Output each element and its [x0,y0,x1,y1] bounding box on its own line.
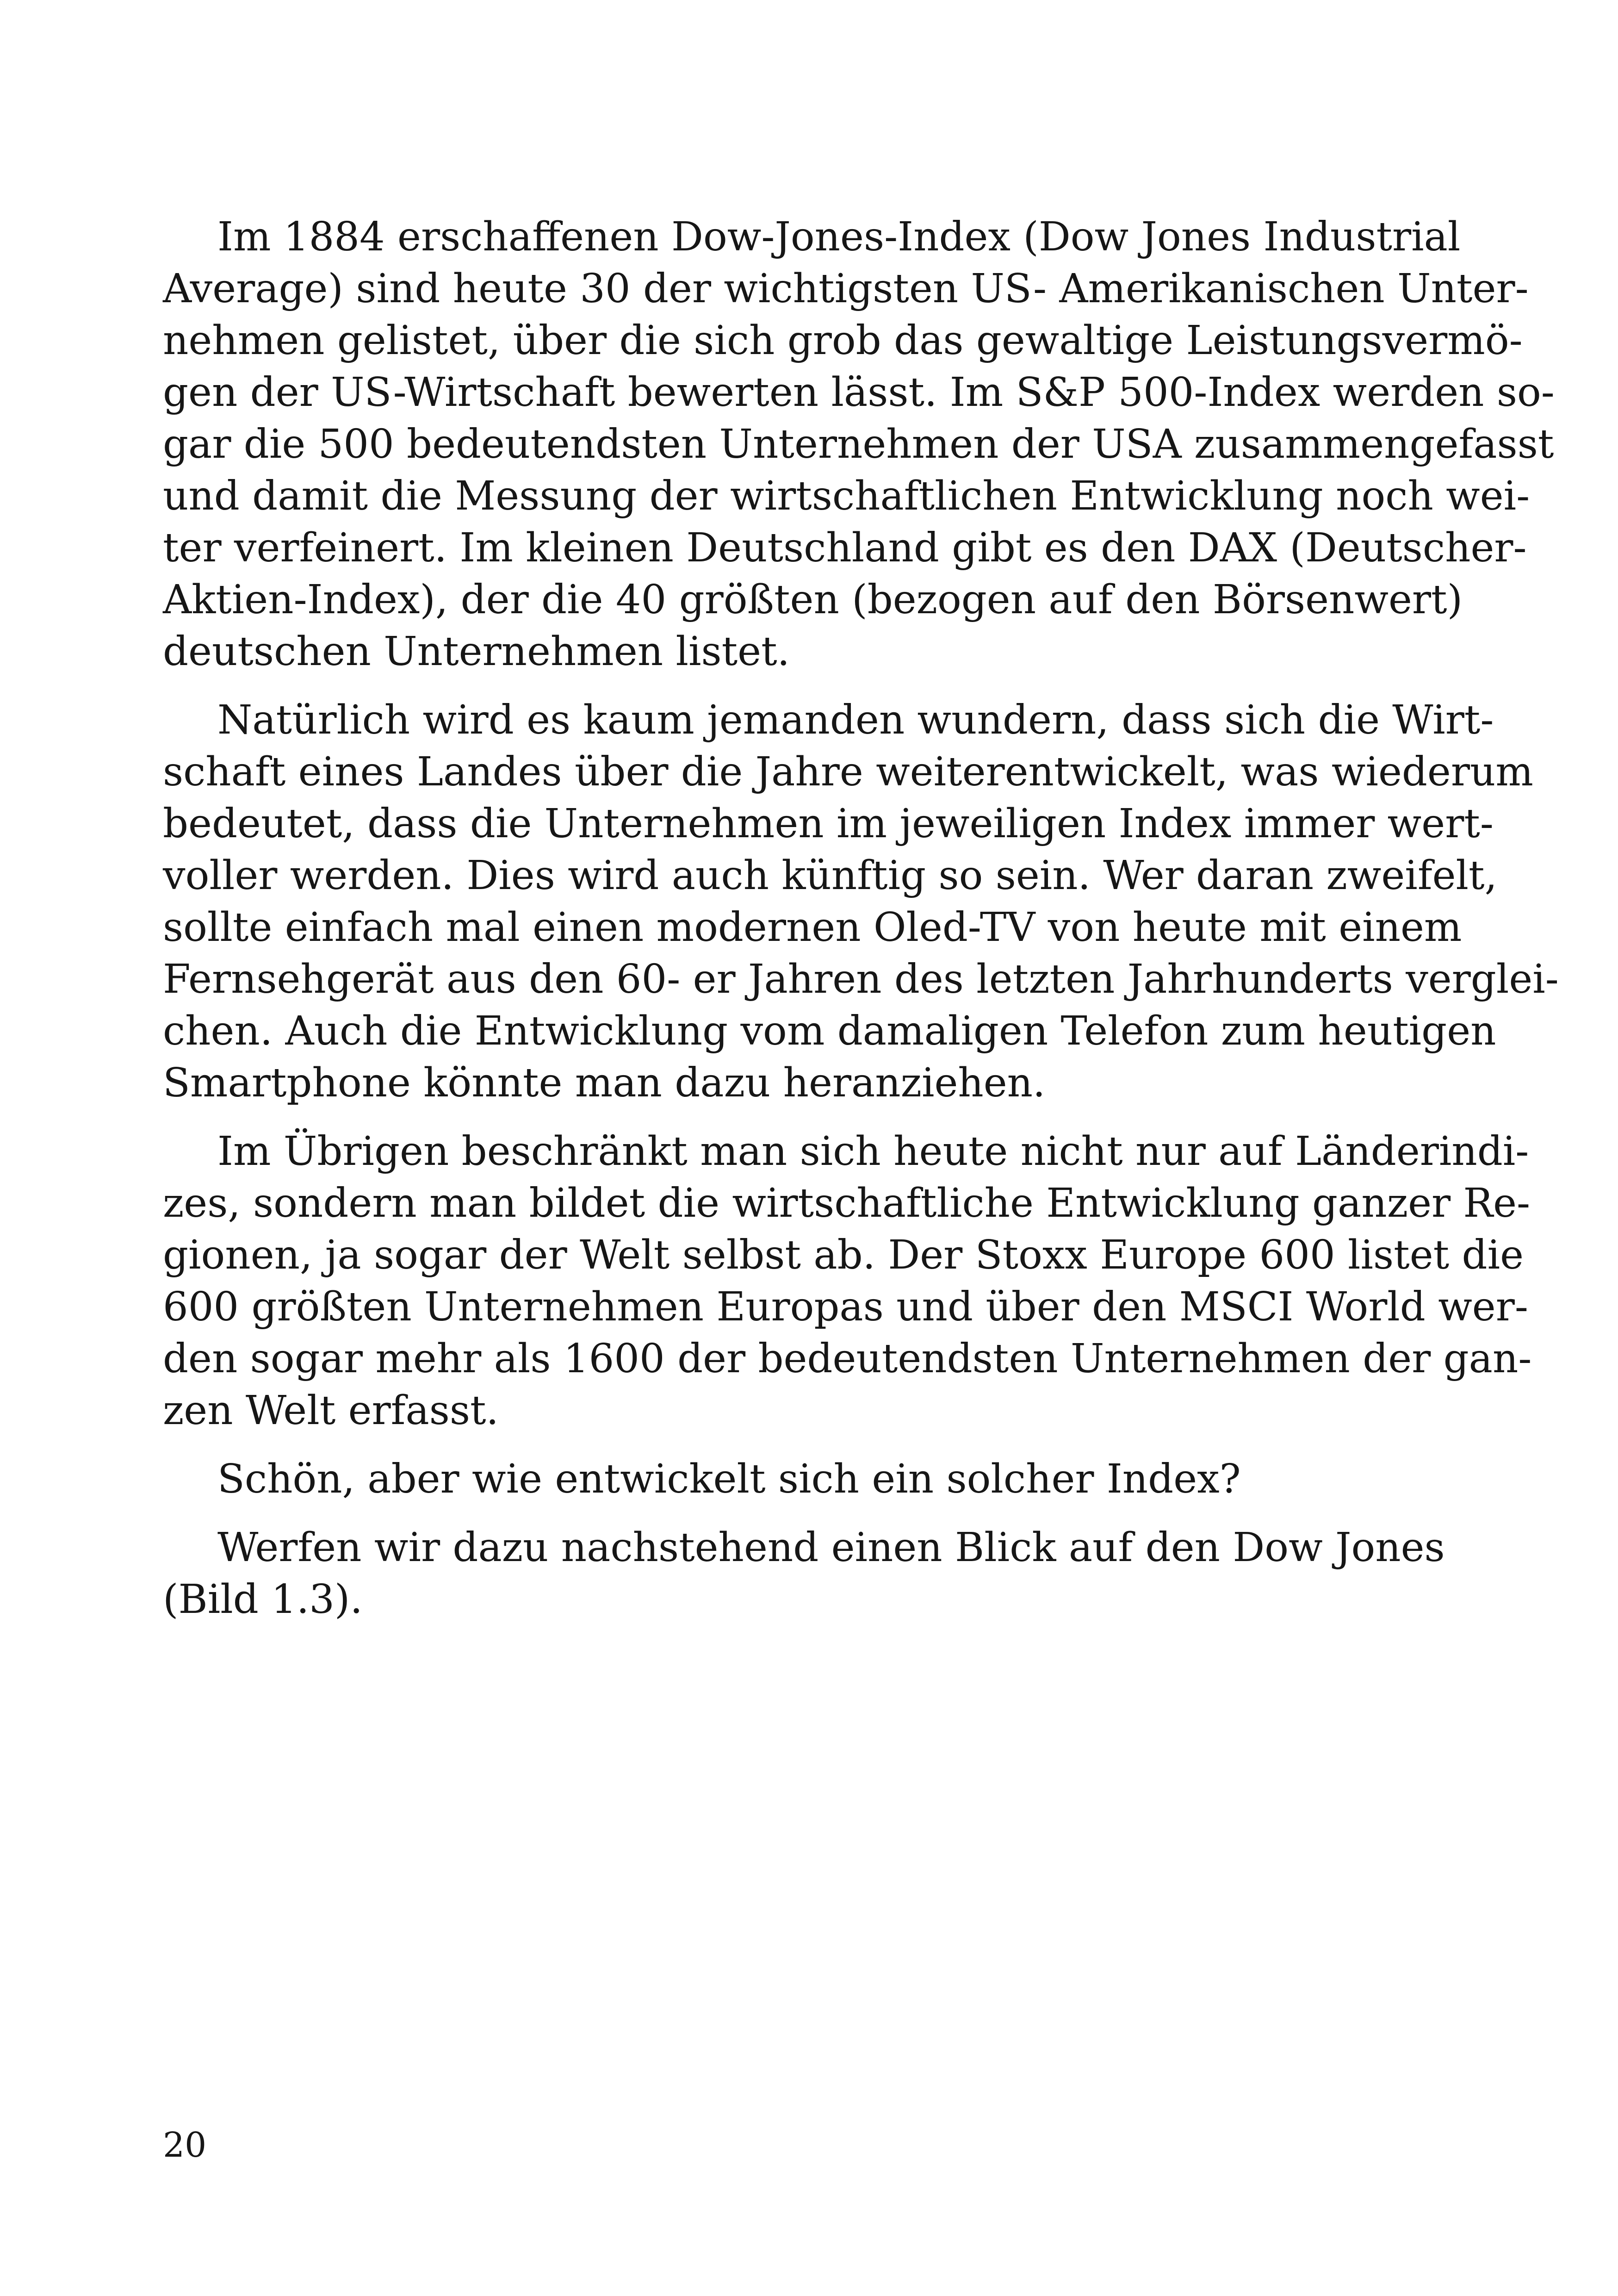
paragraph [163,1453,1444,1505]
text-line: schaft eines Landes über die Jahre weiterentwickelt, was wiederum [163,749,1533,795]
text-line: Smartphone könnte man dazu heranziehen. [163,1060,1046,1106]
text-line: 600 größten Unternehmen Europas und über den MSCI World wer- [163,1284,1528,1330]
text-line: bedeutet, dass die Unternehmen im jeweiligen Index immer wert- [163,801,1494,847]
text-line: nehmen gelistet, über die sich grob das gewaltige Leistungsvermö- [163,317,1523,364]
text-line: (Bild 1.3). [163,1576,363,1623]
paragraph [163,1126,1532,1437]
text-line: zes, sondern man bildet die wirtschaftliche Entwicklung ganzer Re- [163,1180,1531,1226]
paragraph [163,211,1555,678]
text-line: deutschen Unternehmen listet. [163,628,790,675]
text-line: Natürlich wird es kaum jemanden wundern, dass sich die Wirt- [217,697,1494,743]
paragraph [163,694,1559,1109]
body-text [163,211,1559,1625]
text-line: gar die 500 bedeutendsten Unternehmen der USA zusammengefasst [163,421,1554,467]
text-line: Average) sind heute 30 der wichtigsten US- Amerikanischen Unter- [163,266,1529,312]
text-line: gionen, ja sogar der Welt selbst ab. Der Stoxx Europe 600 listet die [163,1232,1524,1278]
text-line: Schön, aber wie entwickelt sich ein solcher Index? [217,1456,1241,1502]
text-line: gen der US-Wirtschaft bewerten lässt. Im S&P 500-Index werden so- [163,369,1555,416]
text-line: Werfen wir dazu nachstehend einen Blick auf den Dow Jones [217,1524,1445,1571]
text-line: chen. Auch die Entwicklung vom damaligen Telefon zum heutigen [163,1008,1496,1054]
text-line: zen Welt erfasst. [163,1388,499,1434]
page-number: 20 [163,2125,207,2165]
paragraph [163,1522,1444,1625]
text-line: ter verfeinert. Im kleinen Deutschland gibt es den DAX (Deutscher- [163,525,1527,571]
text-line: Im 1884 erschaffenen Dow-Jones-Index (Dow Jones Industrial [217,214,1461,260]
text-line: Fernsehgerät aus den 60- er Jahren des letzten Jahrhunderts verglei- [163,956,1559,1002]
text-line: sollte einfach mal einen modernen Oled-TV von heute mit einem [163,904,1462,951]
text-line: den sogar mehr als 1600 der bedeutendsten Unternehmen der gan- [163,1336,1532,1382]
text-line: voller werden. Dies wird auch künftig so sein. Wer daran zweifelt, [163,852,1497,899]
text-line: und damit die Messung der wirtschaftlichen Entwicklung noch wei- [163,473,1530,519]
text-line: Aktien-Index), der die 40 größten (bezogen auf den Börsenwert) [163,577,1463,623]
text-line: Im Übrigen beschränkt man sich heute nicht nur auf Länderindi- [217,1128,1529,1175]
